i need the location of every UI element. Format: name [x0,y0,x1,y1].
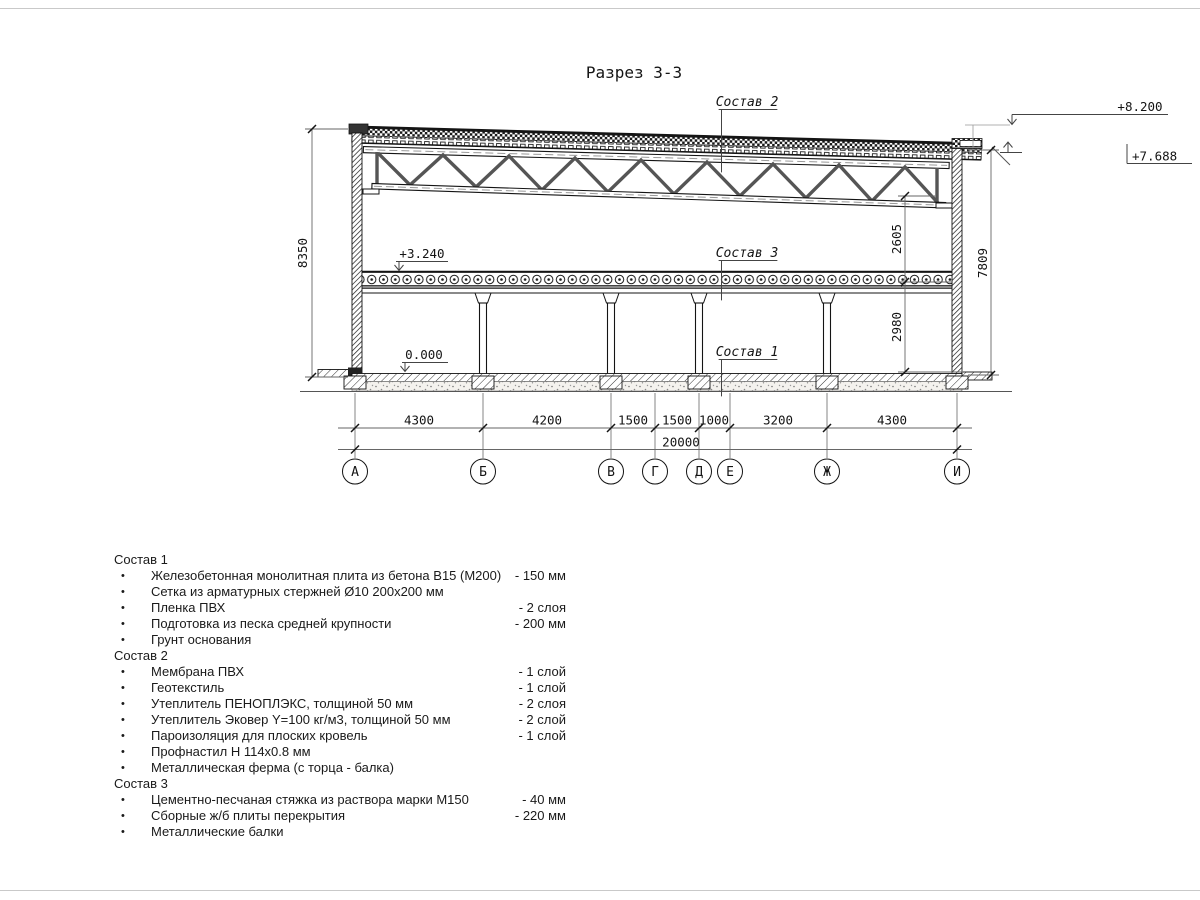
dimension-bottom [338,393,972,458]
legend-item [114,664,566,680]
truss-support-right [936,203,952,208]
footing [816,376,838,389]
extension-lines [355,393,957,458]
bullet-icon: • [121,714,125,726]
dim-span: 1500 [617,412,649,428]
legend-item-text: Профнастил Н 114x0.8 мм [151,744,311,759]
truss-support-left [363,189,379,194]
legend-item-value: - 40 мм [522,792,566,807]
legend-item [114,632,566,648]
legend-item-text: Геотекстиль [151,680,225,695]
legend-item-value: - 2 слой [518,712,566,727]
legend-item [114,584,566,600]
elevation-ground: 0.000 [405,347,443,362]
axis-label: Б [479,465,487,480]
legend-item [114,600,566,616]
dimension-right-total [968,146,999,379]
elevation-floor: +3.240 [399,246,445,261]
legend-item [114,616,566,632]
dim-total: 20000 [662,434,700,450]
dim-span: 4300 [876,412,908,428]
concrete-floor-layer [352,374,962,382]
page-edge-bottom [0,890,1200,891]
floor-slab [362,272,952,304]
callout-sostav-3: Состав 3 [715,246,779,261]
column-capital [691,293,707,303]
bullet-icon: • [121,746,125,758]
dim-span: 1000 [698,412,730,428]
legend-item [114,824,566,840]
dim-7809: 7809 [975,247,990,279]
callout-sostav-2: Состав 2 [715,95,779,110]
column [480,303,487,375]
legend-item [114,744,566,760]
axis-label: И [953,465,961,480]
legend-item-text: Цементно-песчаная стяжка из раствора марки М150 [151,792,469,807]
bullet-icon: • [121,570,125,582]
legend-item-text: Подготовка из песка средней крупности [151,616,392,631]
bullet-icon: • [121,682,125,694]
axis-label: Ж [823,465,831,480]
legend-section-title: Состав 1 [114,552,168,567]
bullet-icon: • [121,634,125,646]
legend-item-text: Железобетонная монолитная плита из бетона В15 (М200) [151,568,502,583]
legend-item-text: Сборные ж/б плиты перекрытия [151,808,346,823]
callout-sostav-1: Состав 1 [715,345,779,360]
column [696,303,703,375]
legend-item-value: - 2 слоя [518,696,566,711]
legend-item-value: - 220 мм [514,808,566,823]
legend-item-text: Пароизоляция для плоских кровель [151,728,368,743]
legend-item [114,568,566,584]
hollow-core-slab [362,273,952,286]
legend-item-text: Грунт основания [151,632,252,647]
column-capital [475,293,491,303]
dim-span: 1500 [661,412,693,428]
dim-span: 4200 [531,412,563,428]
footing [600,376,622,389]
right-wall [952,149,962,381]
legend-item-value: - 2 слоя [518,600,566,615]
legend-item [114,808,566,824]
dim-8350: 8350 [295,237,310,269]
axis-label: Е [726,465,734,480]
section-title: Разрез 3-3 [585,63,683,82]
dim-2980: 2980 [889,311,904,343]
footing [344,376,366,389]
axis-label: В [607,465,615,480]
bullet-icon: • [121,762,125,774]
axis-label: А [351,465,359,480]
legend-item-text: Сетка из арматурных стержней Ø10 200x200 мм [151,584,444,599]
legend-item [114,792,566,808]
dim-2605: 2605 [889,223,904,255]
legend-section-title: Состав 3 [114,776,168,791]
bullet-icon: • [121,666,125,678]
legend [114,552,566,840]
axis-label: Д [695,465,703,480]
legend-item [114,728,566,744]
footing [688,376,710,389]
axis-label: Г [651,465,659,480]
dim-span: 4300 [403,412,435,428]
legend-item [114,712,566,728]
legend-item-text: Металлические балки [151,824,284,839]
legend-item-value: - 1 слой [518,680,566,695]
legend-item [114,760,566,776]
bullet-icon: • [121,602,125,614]
legend-item-text: Мембрана ПВХ [151,664,245,679]
bullet-icon: • [121,586,125,598]
legend-item-text: Металлическая ферма (с торца - балка) [151,760,394,775]
legend-item [114,696,566,712]
legend-item-value: - 150 мм [514,568,566,583]
bullet-icon: • [121,794,125,806]
legend-item-value: - 200 мм [514,616,566,631]
legend-item-text: Пленка ПВХ [151,600,226,615]
bullet-icon: • [121,618,125,630]
sand-layer [352,382,962,392]
left-wall [352,133,362,380]
bullet-icon: • [121,730,125,742]
dimension-left-height [295,125,348,381]
column [608,303,615,375]
footing [472,376,494,389]
elevation-top: +8.200 [1117,99,1163,114]
legend-item [114,680,566,696]
axis-bubbles [343,459,970,484]
column-capital [603,293,619,303]
legend-item-value: - 1 слой [518,664,566,679]
right-parapet-block [960,141,981,147]
bullet-icon: • [121,810,125,822]
elevation-roof: +7.688 [1132,148,1178,164]
roof-assembly [351,126,981,170]
legend-item-value: - 1 слой [518,728,566,743]
bullet-icon: • [121,698,125,710]
legend-item-text: Утеплитель Эковер Y=100 кг/м3, толщиной 50 мм [151,712,451,727]
footing [946,376,968,389]
column-capital [819,293,835,303]
bullet-icon: • [121,826,125,838]
legend-item-text: Утеплитель ПЕНОПЛЭКС, толщиной 50 мм [151,696,414,711]
left-parapet-cap [349,124,368,134]
dim-span: 3200 [762,412,794,428]
legend-section-title: Состав 2 [114,648,168,663]
column [824,303,831,375]
columns [480,303,831,375]
